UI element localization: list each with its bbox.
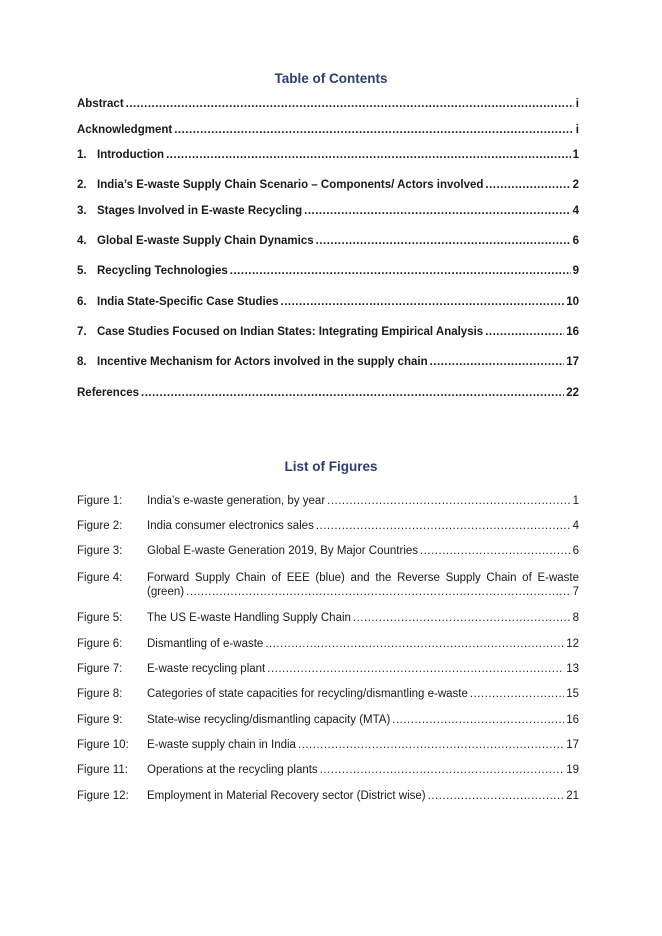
- figure-label: Figure 8:: [77, 688, 123, 700]
- figure-title: E-waste supply chain in India: [147, 739, 296, 751]
- toc-entry-number: 1.: [77, 149, 87, 161]
- figure-entry-1[interactable]: [77, 494, 579, 508]
- dot-leader: [327, 494, 570, 508]
- figure-page: 7: [572, 586, 579, 598]
- toc-entry-page: 22: [566, 387, 579, 399]
- dot-leader: [281, 295, 565, 309]
- figure-title: E-waste recycling plant: [147, 663, 266, 675]
- figure-label: Figure 10:: [77, 739, 129, 751]
- dot-leader: [420, 544, 571, 558]
- dot-leader: [186, 585, 571, 599]
- figure-entry-6[interactable]: [77, 637, 579, 651]
- figure-page: 6: [572, 545, 579, 557]
- toc-entry-abstract[interactable]: [77, 97, 579, 111]
- dot-leader: [141, 386, 564, 400]
- figure-label: Figure 3:: [77, 545, 123, 557]
- toc-entry-title: Abstract: [77, 98, 124, 110]
- figure-label: Figure 11:: [77, 764, 128, 776]
- dot-leader: [230, 264, 571, 278]
- toc-entry-number: 3.: [77, 205, 87, 217]
- toc-entry-title: Recycling Technologies: [97, 265, 228, 277]
- toc-entry-number: 4.: [77, 235, 87, 247]
- toc-entry-title: Case Studies Focused on Indian States: Integrating Empirical Analysis: [97, 326, 484, 338]
- toc-entry-title: India’s E-waste Supply Chain Scenario – Components/ Actors involved: [97, 179, 484, 191]
- figure-entry-3[interactable]: [77, 544, 579, 558]
- figure-page: 21: [566, 790, 579, 802]
- toc-entry-title: References: [77, 387, 140, 399]
- figure-title: Forward Supply Chain of EEE (blue) and the Reverse Supply Chain of E-waste: [147, 572, 579, 584]
- dot-leader: [126, 97, 574, 111]
- figure-page: 13: [566, 663, 579, 675]
- figure-entry-2[interactable]: [77, 519, 579, 533]
- figure-title: State-wise recycling/dismantling capacity (MTA): [147, 714, 391, 726]
- toc-entry-page: 2: [572, 179, 579, 191]
- toc-entry-7[interactable]: [77, 325, 579, 339]
- toc-entry-8[interactable]: [77, 355, 579, 369]
- figure-page: 1: [572, 495, 579, 507]
- dot-leader: [392, 713, 564, 727]
- dot-leader: [267, 662, 564, 676]
- toc-heading: Table of Contents: [274, 71, 388, 86]
- dot-leader: [174, 123, 574, 137]
- figure-page: 12: [566, 638, 579, 650]
- figure-label: Figure 1:: [77, 495, 123, 507]
- figure-title: Operations at the recycling plants: [147, 764, 318, 776]
- dot-leader: [166, 148, 571, 162]
- dot-leader: [470, 687, 564, 701]
- toc-entry-title: Incentive Mechanism for Actors involved in the supply chain: [97, 356, 428, 368]
- figure-label: Figure 4:: [77, 572, 123, 584]
- toc-entry-title: Introduction: [97, 149, 165, 161]
- toc-entry-number: 6.: [77, 296, 87, 308]
- figure-label: Figure 7:: [77, 663, 123, 675]
- dot-leader: [430, 355, 565, 369]
- figure-entry-8[interactable]: [77, 687, 579, 701]
- toc-entry-title: Global E-waste Supply Chain Dynamics: [97, 235, 314, 247]
- figure-page: 4: [572, 520, 579, 532]
- figure-title: Employment in Material Recovery sector (District wise): [147, 790, 426, 802]
- toc-entry-number: 2.: [77, 179, 87, 191]
- toc-entry-title: India State-Specific Case Studies: [97, 296, 279, 308]
- toc-entry-5[interactable]: [77, 264, 579, 278]
- figure-page: 8: [572, 612, 579, 624]
- toc-entry-page: 16: [566, 326, 579, 338]
- dot-leader: [316, 234, 571, 248]
- figure-title: The US E-waste Handling Supply Chain: [147, 612, 351, 624]
- figure-label: Figure 2:: [77, 520, 123, 532]
- dot-leader: [320, 763, 565, 777]
- figure-entry-11[interactable]: [77, 763, 579, 777]
- toc-entry-acknowledgment[interactable]: [77, 123, 579, 137]
- figure-title: India’s e-waste generation, by year: [147, 495, 326, 507]
- figure-title: India consumer electronics sales: [147, 520, 314, 532]
- toc-entry-title: Acknowledgment: [77, 124, 173, 136]
- figure-entry-7[interactable]: [77, 662, 579, 676]
- figure-entry-4[interactable]: [77, 571, 579, 599]
- dot-leader: [485, 178, 570, 192]
- figure-entry-10[interactable]: [77, 738, 579, 752]
- figure-title: Dismantling of e-waste: [147, 638, 264, 650]
- toc-entry-page: 17: [566, 356, 579, 368]
- figure-label: Figure 9:: [77, 714, 123, 726]
- toc-entry-page: 4: [572, 205, 579, 217]
- toc-entry-6[interactable]: [77, 295, 579, 309]
- toc-entry-page: 6: [572, 235, 579, 247]
- dot-leader: [298, 738, 564, 752]
- toc-entry-number: 7.: [77, 326, 87, 338]
- toc-entry-number: 5.: [77, 265, 87, 277]
- dot-leader: [304, 204, 570, 218]
- figure-label: Figure 12:: [77, 790, 129, 802]
- toc-entry-page: 1: [572, 149, 579, 161]
- toc-entry-2[interactable]: [77, 178, 579, 192]
- figures-heading: List of Figures: [284, 459, 378, 474]
- figure-page: 16: [566, 714, 579, 726]
- figure-title: Categories of state capacities for recycling/dismantling e-waste: [147, 688, 468, 700]
- toc-entry-references[interactable]: [77, 386, 579, 400]
- toc-entry-title: Stages Involved in E-waste Recycling: [97, 205, 303, 217]
- figure-page: 19: [566, 764, 579, 776]
- figure-entry-5[interactable]: [77, 611, 579, 625]
- toc-entry-page: 10: [566, 296, 579, 308]
- figure-label: Figure 6:: [77, 638, 123, 650]
- dot-leader: [316, 519, 571, 533]
- figure-entry-12[interactable]: [77, 789, 579, 803]
- toc-entry-page: 9: [572, 265, 579, 277]
- figure-title: Global E-waste Generation 2019, By Major Countries: [147, 545, 419, 557]
- dot-leader: [265, 637, 564, 651]
- dot-leader: [353, 611, 571, 625]
- toc-entry-3[interactable]: [77, 204, 579, 218]
- figure-page: 17: [566, 739, 579, 751]
- figure-page: 15: [566, 688, 579, 700]
- figure-label: Figure 5:: [77, 612, 123, 624]
- toc-entry-4[interactable]: [77, 234, 579, 248]
- toc-entry-page: i: [575, 124, 579, 136]
- toc-entry-number: 8.: [77, 356, 87, 368]
- figure-title-continued: (green): [147, 586, 185, 598]
- toc-entry-1[interactable]: [77, 148, 579, 162]
- dot-leader: [485, 325, 564, 339]
- toc-entry-page: i: [575, 98, 579, 110]
- figure-entry-9[interactable]: [77, 713, 579, 727]
- dot-leader: [428, 789, 565, 803]
